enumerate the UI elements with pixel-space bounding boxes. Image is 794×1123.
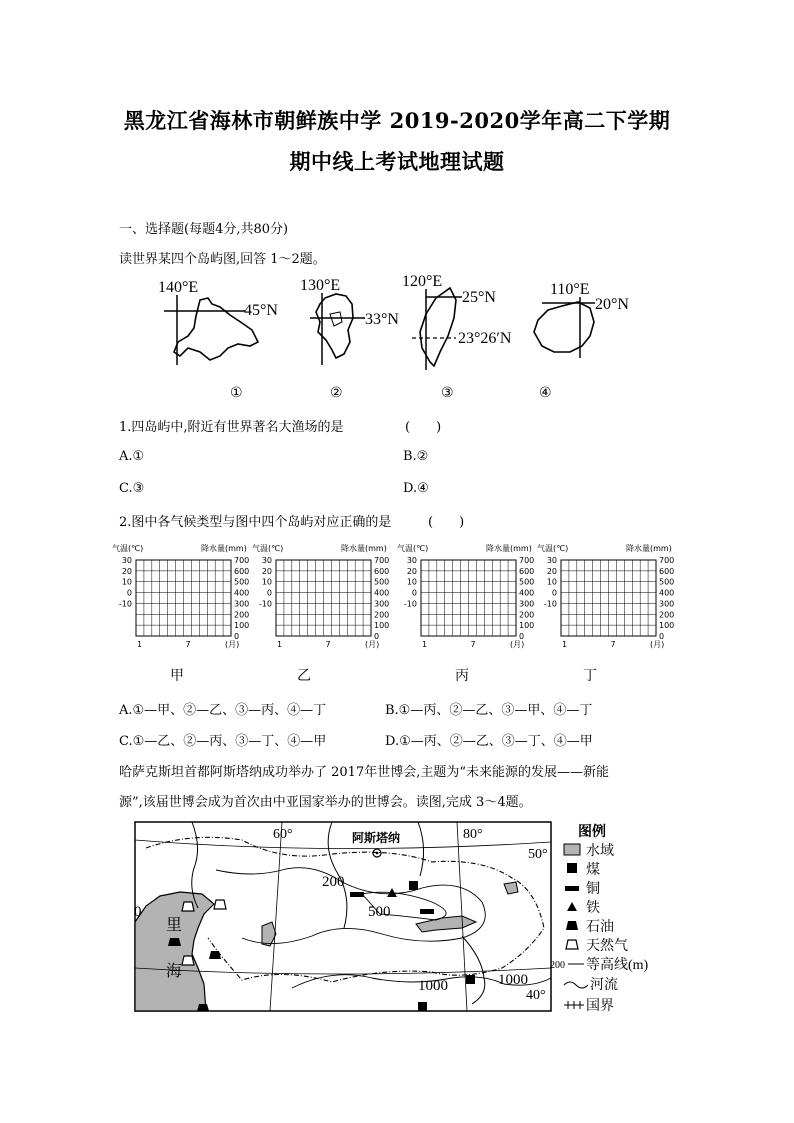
month-tick: 1 (277, 640, 283, 649)
chart-name-bing: 丙 (455, 668, 469, 684)
precip-axis-label: 降水量(mm) (486, 544, 532, 553)
precip-tick: 300 (234, 599, 250, 609)
island-3-lon: 120°E (402, 273, 443, 290)
island-maps-figure (150, 270, 660, 400)
sea-label-1: 里 (166, 915, 183, 934)
map-lat-40: 40° (526, 988, 546, 1003)
q2-stem: 2.图中各气候类型与图中四个岛屿对应正确的是 (119, 515, 392, 530)
contour-label-500: 500 (368, 904, 391, 920)
caspian-sea (135, 892, 214, 1011)
title-line-2: 期中线上考试地理试题 (289, 149, 505, 174)
legend-water: 水域 (586, 844, 614, 859)
chart-name-yi: 乙 (297, 668, 311, 684)
legend-contour-value: 200 (550, 960, 565, 971)
island-map-4 (534, 281, 629, 401)
chart-name-ding: 丁 (583, 668, 597, 684)
island-map-2 (300, 277, 399, 401)
temp-tick: 30 (121, 556, 132, 565)
precip-tick: 700 (519, 556, 535, 565)
precip-tick: 600 (519, 566, 535, 576)
temp-tick: 20 (546, 566, 557, 576)
precip-tick: 600 (374, 566, 390, 576)
month-unit: (月) (225, 640, 240, 649)
capital-label: 阿斯塔纳 (352, 831, 401, 845)
q1-option-b: B.② (403, 449, 429, 464)
temp-axis-label: 气温(℃) (112, 544, 144, 553)
temp-tick: 0 (126, 588, 132, 598)
temp-tick: 20 (121, 566, 132, 576)
legend-gas: 天然气 (586, 939, 628, 954)
q2-option-b: B.①—丙、②—乙、③—甲、④—丁 (385, 703, 593, 718)
precip-tick: 400 (659, 588, 675, 598)
coal-icon (409, 881, 418, 890)
question-intro-2a: 哈萨克斯坦首都阿斯塔纳成功举办了 2017年世博会,主题为“未来能源的发展——新能 (119, 765, 609, 780)
question-intro-2b: 源”,该届世博会成为首次由中亚国家举办的世博会。读图,完成 3～4题。 (119, 795, 532, 810)
coal-icon (418, 1002, 427, 1011)
precip-tick: 700 (374, 556, 390, 565)
precip-tick: 500 (374, 577, 390, 587)
precip-tick: 400 (519, 588, 535, 598)
month-unit: (月) (510, 640, 525, 649)
temp-tick: 30 (406, 556, 417, 565)
month-tick: 1 (422, 640, 428, 649)
precip-tick: 500 (234, 577, 250, 587)
island-3-number: ③ (441, 385, 454, 401)
temp-tick: -10 (258, 599, 272, 609)
q1-option-a: A.① (119, 449, 145, 464)
temp-tick: 10 (121, 577, 132, 587)
temp-tick: -10 (403, 599, 417, 609)
precip-tick: 600 (234, 566, 250, 576)
map-lon-80: 80° (463, 827, 483, 842)
precip-axis-label: 降水量(mm) (201, 544, 247, 553)
coal-icon (466, 975, 475, 984)
q1-stem: 1.四岛屿中,附近有世界著名大渔场的是 (119, 420, 344, 435)
q1-paren: ( ) (405, 420, 442, 435)
month-unit: (月) (365, 640, 380, 649)
kazakhstan-map (132, 818, 662, 1018)
month-tick: 7 (470, 640, 476, 649)
legend-oil: 石油 (586, 920, 614, 935)
temp-tick: 20 (406, 566, 417, 576)
island-4-lat: 20°N (595, 296, 629, 313)
question-intro-1: 读世界某四个岛屿图,回答 1～2题。 (119, 252, 326, 267)
gas-icon (214, 900, 226, 909)
q1-option-d: D.④ (403, 481, 429, 496)
oil-icon (197, 1004, 209, 1011)
legend-border: 国界 (586, 999, 614, 1014)
precip-tick: 500 (519, 577, 535, 587)
temp-axis-label: 气温(℃) (537, 544, 569, 553)
copper-icon (420, 909, 434, 914)
q2-option-a: A.①—甲、②—乙、③—丙、④—丁 (119, 703, 327, 718)
precip-tick: 700 (234, 556, 250, 565)
q2-option-c: C.①—乙、②—丙、③—丁、④—甲 (119, 734, 327, 749)
oil-icon (168, 938, 181, 946)
legend-coal: 煤 (586, 863, 600, 878)
precip-tick: 100 (519, 621, 535, 631)
temp-axis-label: 气温(℃) (252, 544, 284, 553)
precip-tick: 0 (234, 632, 240, 641)
island-map-1 (158, 279, 278, 401)
island-4-lon: 110°E (550, 281, 590, 298)
island-1-lon: 140°E (158, 279, 199, 296)
island-map-3 (402, 273, 512, 401)
precip-tick: 0 (519, 632, 525, 641)
map-lon-60: 60° (273, 827, 293, 842)
legend-river: 河流 (590, 978, 618, 993)
temp-tick: 0 (266, 588, 272, 598)
temp-tick: 30 (546, 556, 557, 565)
precip-tick: 300 (374, 599, 390, 609)
precip-tick: 200 (374, 610, 390, 620)
legend-contour: 等高线(m) (586, 958, 649, 973)
precip-tick: 200 (519, 610, 535, 620)
q2-paren: ( ) (428, 515, 465, 530)
island-1-lat: 45°N (244, 302, 278, 319)
island-3-lat: 25°N (462, 289, 496, 306)
temp-tick: 0 (551, 588, 557, 598)
precip-tick: 500 (659, 577, 675, 587)
sea-label-2: 海 (166, 961, 183, 980)
section-heading: 一、选择题(每题4分,共80分) (119, 222, 289, 237)
temp-tick: 0 (411, 588, 417, 598)
contour-label-200: 200 (322, 874, 345, 890)
precip-tick: 300 (519, 599, 535, 609)
temp-tick: 30 (261, 556, 272, 565)
legend-title: 图例 (578, 825, 606, 840)
island-3-tropic: 23°26′N (458, 330, 512, 347)
month-unit: (月) (650, 640, 665, 649)
temp-axis-label: 气温(℃) (397, 544, 429, 553)
legend-iron: 铁 (586, 901, 600, 916)
gas-icon (182, 902, 194, 911)
island-1-number: ① (230, 385, 243, 401)
precip-tick: 100 (374, 621, 390, 631)
precip-axis-label: 降水量(mm) (626, 544, 672, 553)
temp-tick: 10 (546, 577, 557, 587)
month-tick: 1 (137, 640, 143, 649)
island-2-number: ② (330, 385, 343, 401)
precip-tick: 0 (659, 632, 665, 641)
map-legend (550, 823, 649, 1014)
precip-tick: 300 (659, 599, 675, 609)
q1-option-c: C.③ (119, 481, 145, 496)
precip-tick: 0 (374, 632, 380, 641)
contour-label-1000b: 1000 (498, 972, 528, 988)
precip-tick: 200 (659, 610, 675, 620)
temp-tick: -10 (543, 599, 557, 609)
temp-tick: 10 (261, 577, 272, 587)
gas-icon (182, 956, 194, 965)
copper-icon (350, 892, 364, 897)
month-tick: 7 (325, 640, 331, 649)
precip-axis-label: 降水量(mm) (341, 544, 387, 553)
month-tick: 1 (562, 640, 568, 649)
chart-name-jia: 甲 (170, 668, 184, 684)
month-tick: 7 (610, 640, 616, 649)
month-tick: 7 (185, 640, 191, 649)
temp-tick: 10 (406, 577, 417, 587)
precip-tick: 400 (234, 588, 250, 598)
precip-tick: 200 (234, 610, 250, 620)
oil-icon (209, 951, 221, 959)
title-line-1: 黑龙江省海林市朝鲜族中学 2019-2020学年高二下学期 (123, 108, 671, 133)
temp-tick: -10 (118, 599, 132, 609)
contour-label-1000a: 1000 (418, 978, 448, 994)
contour-label-0: 0 (134, 904, 142, 920)
temp-tick: 20 (261, 566, 272, 576)
q2-option-d: D.①—丙、②—乙、③—丁、④—甲 (385, 734, 593, 749)
legend-copper: 铜 (586, 882, 600, 897)
precip-tick: 600 (659, 566, 675, 576)
map-lat-50: 50° (528, 847, 548, 862)
island-2-lon: 130°E (300, 277, 341, 294)
island-4-number: ④ (539, 385, 552, 401)
precip-tick: 700 (659, 556, 675, 565)
precip-tick: 100 (659, 621, 675, 631)
precip-tick: 100 (234, 621, 250, 631)
island-2-lat: 33°N (365, 311, 399, 328)
precip-tick: 400 (374, 588, 390, 598)
